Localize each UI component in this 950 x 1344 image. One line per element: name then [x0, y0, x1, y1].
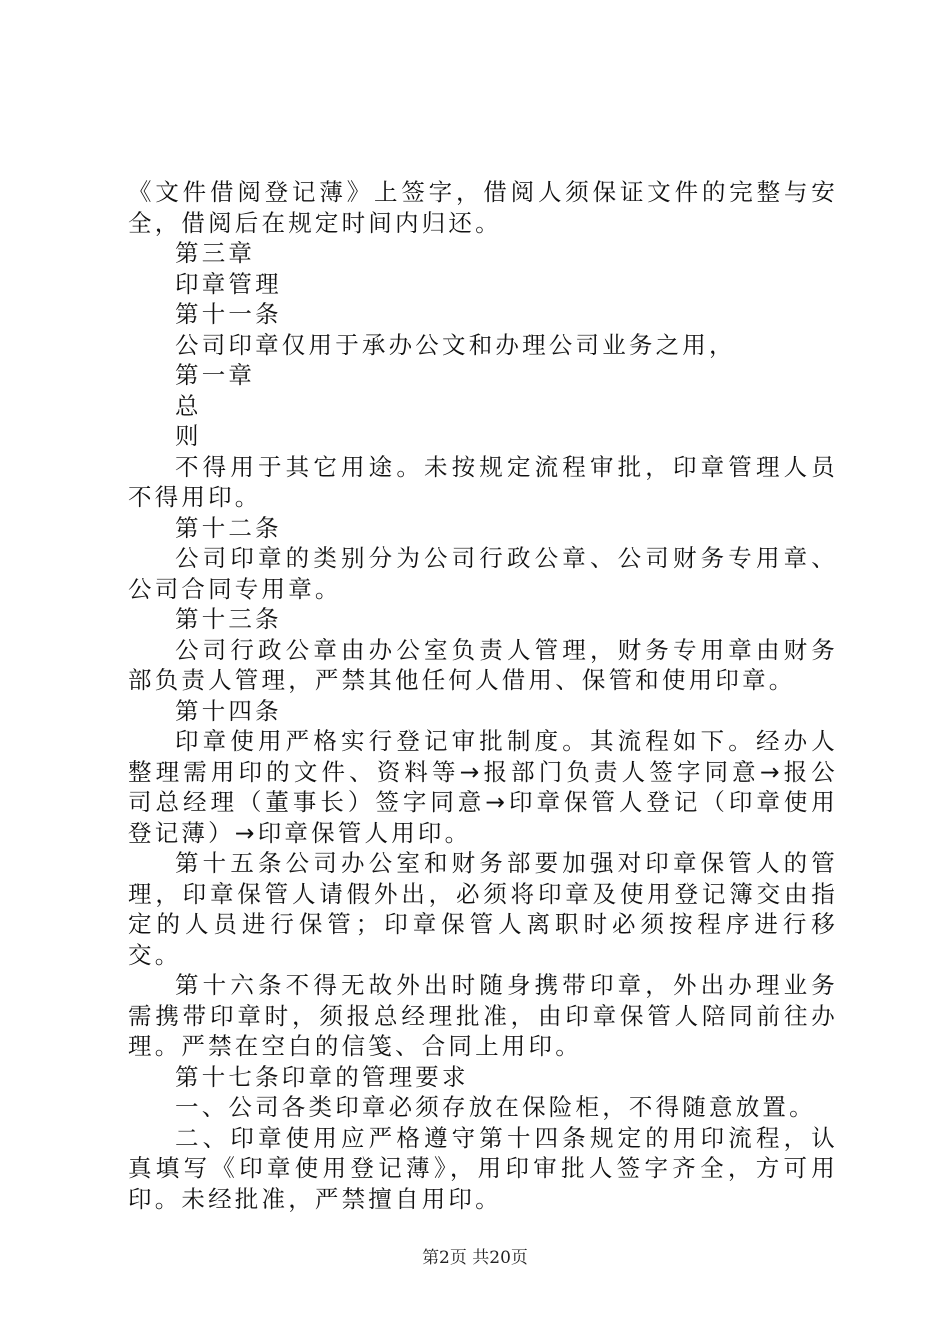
- chapter-title: 则: [175, 422, 202, 450]
- paragraph: 二、印章使用应严格遵守第十四条规定的用印流程，认真填写《印章使用登记薄》，用印审批人签字齐全，方可用印。未经批准，严禁擅自用印。: [128, 1123, 838, 1213]
- chapter-heading: 第三章: [175, 239, 256, 267]
- chapter-title: 总: [175, 391, 202, 420]
- paragraph: 公司行政公章由办公室负责人管理，财务专用章由财务部负责人管理，严禁其他任何人借用、保管和使用印章。: [128, 635, 838, 694]
- paragraph: 印章使用严格实行登记审批制度。其流程如下。经办人整理需用印的文件、资料等→报部门负责人签字同意→报公司总经理（董事长）签字同意→印章保管人登记（印章使用登记薄）→印章保管人用印。: [128, 727, 838, 847]
- document-body: [128, 177, 838, 1214]
- article-heading: 第十一条: [175, 300, 282, 328]
- paragraph: 不得用于其它用途。未按规定流程审批，印章管理人员不得用印。: [128, 452, 838, 511]
- paragraph: 第十六条不得无故外出时随身携带印章，外出办理业务需携带印章时，须报总经理批准，由印章保管人陪同前往办理。严禁在空白的信笺、合同上用印。: [128, 971, 838, 1060]
- article-heading: 第十四条: [175, 696, 282, 725]
- article-heading: 第十二条: [175, 513, 282, 542]
- chapter-title: 印章管理: [175, 269, 282, 298]
- paragraph: 公司印章仅用于承办公文和办理公司业务之用，: [175, 330, 736, 359]
- page-number-footer: 第2页 共20页: [422, 1248, 528, 1268]
- article-heading: 第十三条: [175, 605, 282, 633]
- paragraph: 第十五条公司办公室和财务部要加强对印章保管人的管理，印章保管人请假外出，必须将印章及使用登记簿交由指定的人员进行保管；印章保管人离职时必须按程序进行移交。: [128, 849, 838, 969]
- paragraph: 公司印章的类别分为公司行政公章、公司财务专用章、公司合同专用章。: [128, 544, 838, 603]
- chapter-heading: 第一章: [175, 361, 256, 389]
- paragraph: 一、公司各类印章必须存放在保险柜，不得随意放置。: [175, 1093, 816, 1121]
- article-heading: 第十七条印章的管理要求: [175, 1062, 469, 1091]
- paragraph: 《文件借阅登记薄》上签字，借阅人须保证文件的完整与安全，借阅后在规定时间内归还。: [128, 178, 838, 237]
